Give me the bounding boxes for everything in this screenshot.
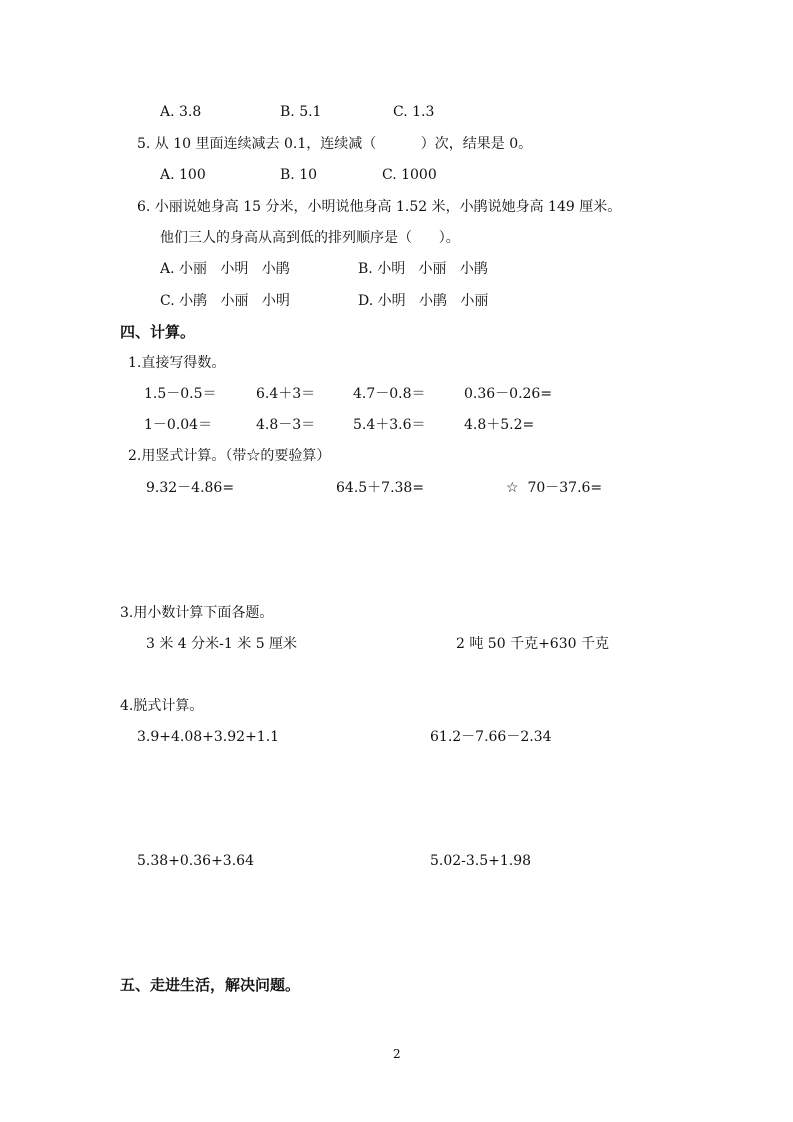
q5-stem: 5. 从 10 里面连续减去 0.1，连续减（ ）次，结果是 0。 [137, 136, 533, 152]
p1-r1-c2: 6.4＋3＝ [256, 386, 316, 402]
p3-title: 3.用小数计算下面各题。 [120, 605, 274, 621]
p1-r2-c2: 4.8－3＝ [256, 417, 316, 433]
q5-option-c: C. 1000 [382, 167, 437, 183]
q5-option-a: A. 100 [160, 167, 206, 183]
p1-r1-c1: 1.5－0.5＝ [144, 386, 217, 402]
p1-r1-c3: 4.7－0.8＝ [353, 386, 426, 402]
p2-title: 2.用竖式计算。（带☆的要验算） [128, 448, 331, 464]
section5-heading: 五、走进生活，解决问题。 [120, 976, 301, 994]
p2-item-1: 9.32－4.86= [146, 480, 235, 496]
q4-option-c: C. 1.3 [393, 104, 435, 120]
p4-item-1: 3.9+4.08+3.92+1.1 [137, 729, 280, 745]
q6-option-c: C. 小鹃 小丽 小明 [160, 293, 290, 309]
p1-r2-c3: 5.4＋3.6＝ [353, 417, 426, 433]
q6-option-d: D. 小明 小鹃 小丽 [358, 293, 489, 309]
p4-item-2: 61.2－7.66－2.34 [430, 729, 552, 745]
q4-option-a: A. 3.8 [160, 104, 202, 120]
p2-item-3: ☆ 70－37.6= [506, 480, 603, 496]
q6-option-b: B. 小明 小丽 小鹃 [358, 261, 488, 277]
page-number: 2 [393, 1047, 401, 1061]
p1-title: 1.直接写得数。 [128, 355, 226, 371]
p2-item-2: 64.5＋7.38= [336, 480, 425, 496]
q6-option-a: A. 小丽 小明 小鹃 [160, 261, 290, 277]
q6-stem-line1: 6. 小丽说她身高 15 分米，小明说他身高 1.52 米，小鹃说她身高 149 厘米。 [137, 199, 622, 215]
p4-item-4: 5.02-3.5+1.98 [430, 853, 532, 869]
p1-r1-c4: 0.36－0.26= [464, 386, 553, 402]
p3-item-2: 2 吨 50 千克+630 千克 [456, 636, 609, 652]
section4-heading: 四、计算。 [120, 323, 196, 341]
p4-item-3: 5.38+0.36+3.64 [137, 853, 254, 869]
q4-option-b: B. 5.1 [280, 104, 322, 120]
p3-item-1: 3 米 4 分米-1 米 5 厘米 [146, 636, 298, 652]
p1-r2-c4: 4.8＋5.2= [464, 417, 535, 433]
p4-title: 4.脱式计算。 [120, 698, 204, 714]
q6-stem-line2: 他们三人的身高从高到低的排列顺序是（ ）。 [160, 230, 460, 246]
q5-option-b: B. 10 [280, 167, 318, 183]
p1-r2-c1: 1－0.04＝ [144, 417, 213, 433]
